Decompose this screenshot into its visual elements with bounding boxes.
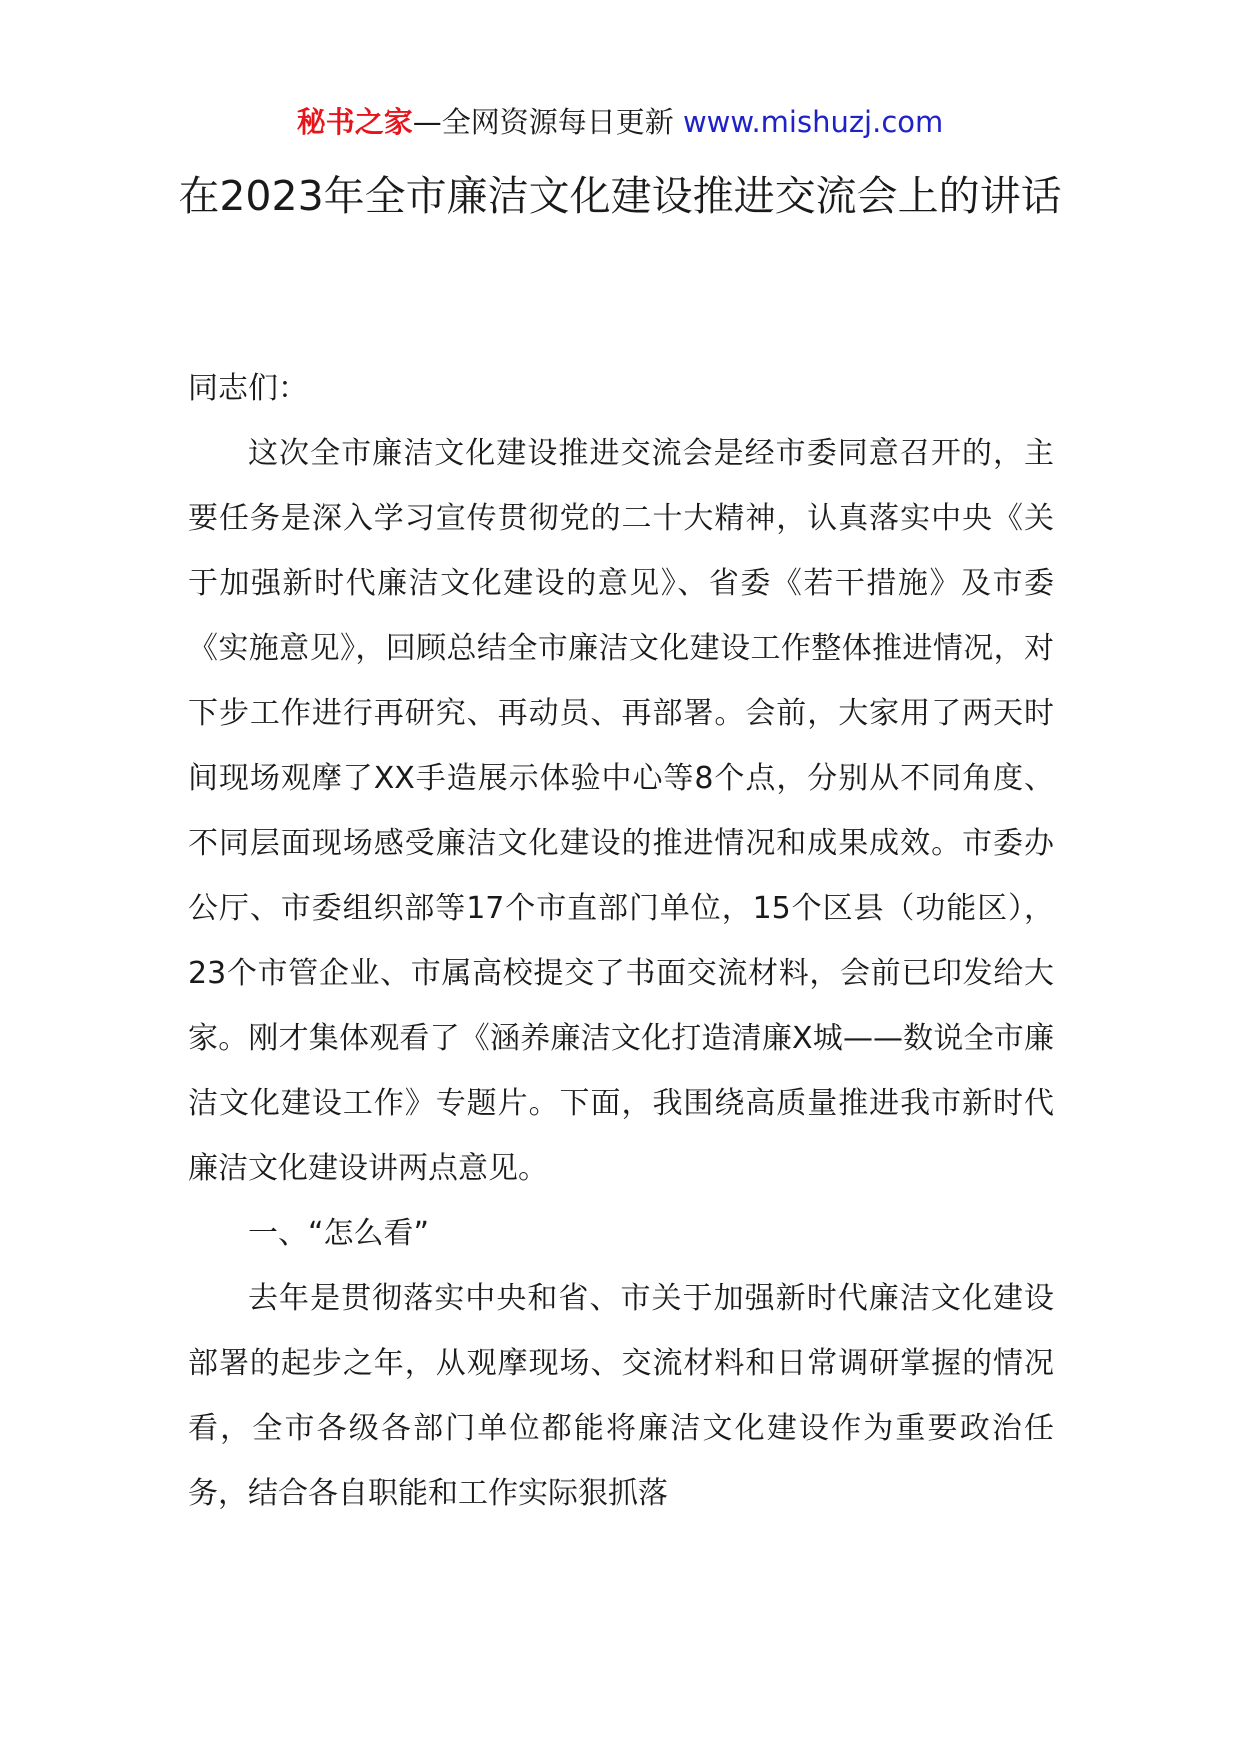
section-heading: 一、“怎么看”	[248, 1216, 430, 1251]
site-url[interactable]: www.mishuzj.com	[682, 105, 944, 139]
site-header	[0, 102, 1240, 142]
document-body	[188, 356, 1054, 1526]
paragraph-intro: 这次全市廉洁文化建设推进交流会是经市委同意召开的，主要任务是深入学习宣传贯彻党的二十大精神，认真落实中央《关于加强新时代廉洁文化建设的意见》、省委《若干措施》及市委《实施意见》，回顾总结全市廉洁文化建设工作整体推进情况，对下步工作进行再研究、再动员、再部署。会前，大家用了两天时间现场观摩了XX手造展示体验中心等8个点，分别从不同角度、不同层面现场感受廉洁文化建设的推进情况和成果成效。市委办公厅、市委组织部等17个市直部门单位，15个区县（功能区），23个市管企业、市属高校提交了书面交流材料，会前已印发给大家。刚才集体观看了《涵养廉洁文化打造清廉X城——数说全市廉洁文化建设工作》专题片。下面，我围绕高质量推进我市新时代廉洁文化建设讲两点意见。	[188, 436, 1054, 1186]
site-brand: 秘书之家	[296, 105, 413, 139]
document-title: 在2023年全市廉洁文化建设推进交流会上的讲话	[178, 172, 1062, 220]
paragraph-section-one: 去年是贯彻落实中央和省、市关于加强新时代廉洁文化建设部署的起步之年，从观摩现场、交流材料和日常调研掌握的情况看，全市各级各部门单位都能将廉洁文化建设作为重要政治任务，结合各自职能和工作实际狠抓落	[188, 1281, 1054, 1511]
salutation: 同志们：	[188, 371, 308, 406]
site-tagline: —全网资源每日更新	[412, 105, 683, 139]
